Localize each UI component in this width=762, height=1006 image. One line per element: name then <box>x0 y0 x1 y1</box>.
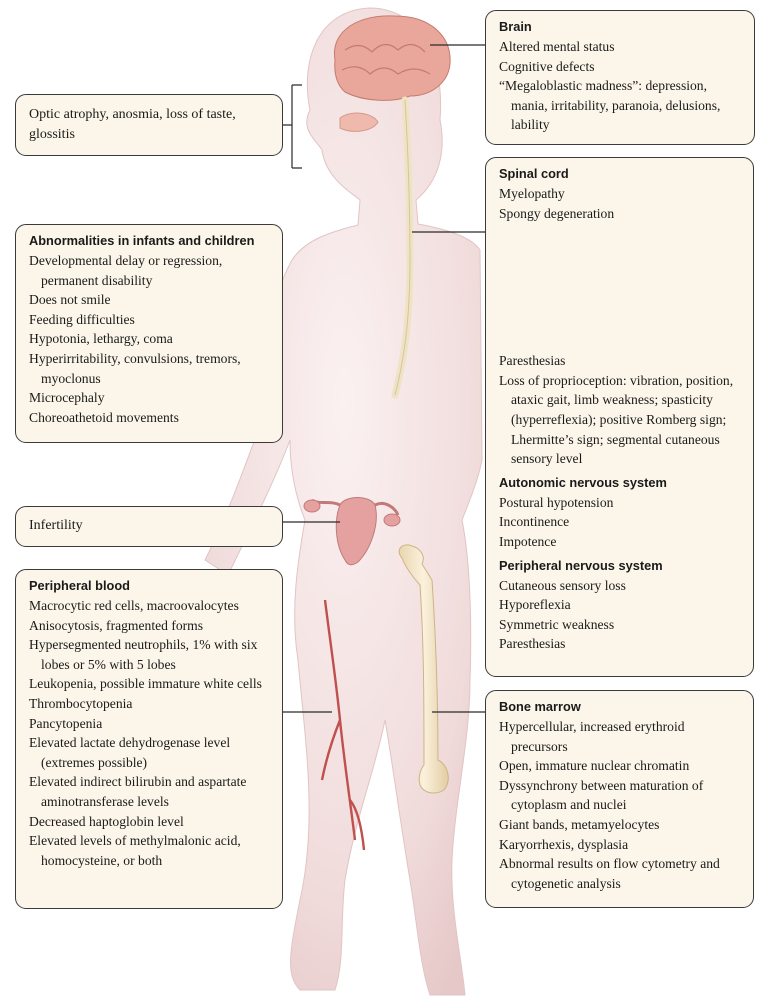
bone-marrow-item: Dyssynchrony between maturation of cytoplasm and nuclei <box>499 777 704 813</box>
bone-marrow-box <box>485 690 754 908</box>
peripheral-blood-item: Macrocytic red cells, macroovalocytes <box>29 598 239 613</box>
brain-item: Cognitive defects <box>499 58 595 74</box>
autonomic-item: Incontinence <box>499 514 570 530</box>
infants-item: Microcephaly <box>29 390 105 406</box>
bone-marrow-item: Abnormal results on flow cytometry and cytogenetic analysis <box>499 856 720 891</box>
brain-title: Brain <box>499 19 532 34</box>
infants-title: Abnormalities in infants and children <box>29 233 255 248</box>
spinal-cord-item: Paresthesias <box>499 353 566 369</box>
infertility-box <box>15 506 283 547</box>
autonomic-item: Postural hypotension <box>499 494 614 510</box>
brain-box <box>485 10 755 145</box>
spinal-cord-title: Spinal cord <box>499 166 569 181</box>
peripheral-blood-item: Elevated levels of methylmalonic acid, homocysteine, or both <box>29 833 241 868</box>
peripheral-blood-item: Decreased haptoglobin level <box>29 813 184 829</box>
head-symptoms-text: Optic atrophy, anosmia, loss of taste, glossitis <box>29 107 236 142</box>
infants-item: Does not smile <box>29 292 111 308</box>
brain-item: “Megaloblastic madness”: depression, mania, irritability, paranoia, delusions, lability <box>499 78 721 133</box>
peripheral-blood-item: Thrombocytopenia <box>29 695 133 711</box>
spinal-cord-item: Loss of proprioception: vibration, position, ataxic gait, limb weakness; spasticity (hyperreflexia); positive Romberg sign; Lhermitte’s sign; segmental cutaneous sensory level <box>499 372 734 467</box>
peripheral-blood-item: Leukopenia, possible immature white cells <box>29 676 262 692</box>
bone-marrow-item: Hypercellular, increased erythroid precursors <box>499 719 685 754</box>
peripheral-blood-title: Peripheral blood <box>29 578 130 593</box>
bone-marrow-title: Bone marrow <box>499 699 581 714</box>
infants-item: Hyperirritability, convulsions, tremors, myoclonus <box>29 350 241 386</box>
peripheral-blood-item: Hypersegmented neutrophils, 1% with six lobes or 5% with 5 lobes <box>29 637 258 672</box>
peripheral-nervous-item: Hyporeflexia <box>499 597 571 613</box>
infants-item: Developmental delay or regression, permanent disability <box>29 253 223 288</box>
bone-marrow-item: Open, immature nuclear chromatin <box>499 758 690 774</box>
peripheral-nervous-title: Peripheral nervous system <box>499 557 663 573</box>
peripheral-blood-item: Elevated indirect bilirubin and aspartate aminotransferase levels <box>29 774 247 809</box>
bone-marrow-item: Karyorrhexis, dysplasia <box>499 836 629 852</box>
peripheral-nervous-item: Cutaneous sensory loss <box>499 577 626 593</box>
brain-item: Altered mental status <box>499 39 615 54</box>
spinal-cord-item: Myelopathy <box>499 186 565 201</box>
peripheral-nervous-item: Symmetric weakness <box>499 616 615 632</box>
bone-marrow-item: Giant bands, metamyelocytes <box>499 816 660 832</box>
autonomic-item: Impotence <box>499 533 557 549</box>
brain <box>334 16 450 101</box>
infants-item: Choreoathetoid movements <box>29 409 179 425</box>
autonomic-title: Autonomic nervous system <box>499 474 667 490</box>
peripheral-blood-item: Pancytopenia <box>29 715 103 731</box>
peripheral-nervous-item: Paresthesias <box>499 636 566 652</box>
spinal-cord-item: Spongy degeneration <box>499 205 615 221</box>
spinal-cord-box <box>485 157 754 677</box>
peripheral-blood-item: Elevated lactate dehydrogenase level (extremes possible) <box>29 735 231 770</box>
infants-box <box>15 224 283 443</box>
spinal-illustration-space <box>499 223 743 351</box>
infants-item: Feeding difficulties <box>29 311 135 327</box>
head-symptoms-box <box>15 94 283 156</box>
peripheral-blood-box <box>15 569 283 909</box>
infants-item: Hypotonia, lethargy, coma <box>29 331 173 347</box>
infertility-text: Infertility <box>29 518 83 533</box>
peripheral-blood-item: Anisocytosis, fragmented forms <box>29 617 204 633</box>
